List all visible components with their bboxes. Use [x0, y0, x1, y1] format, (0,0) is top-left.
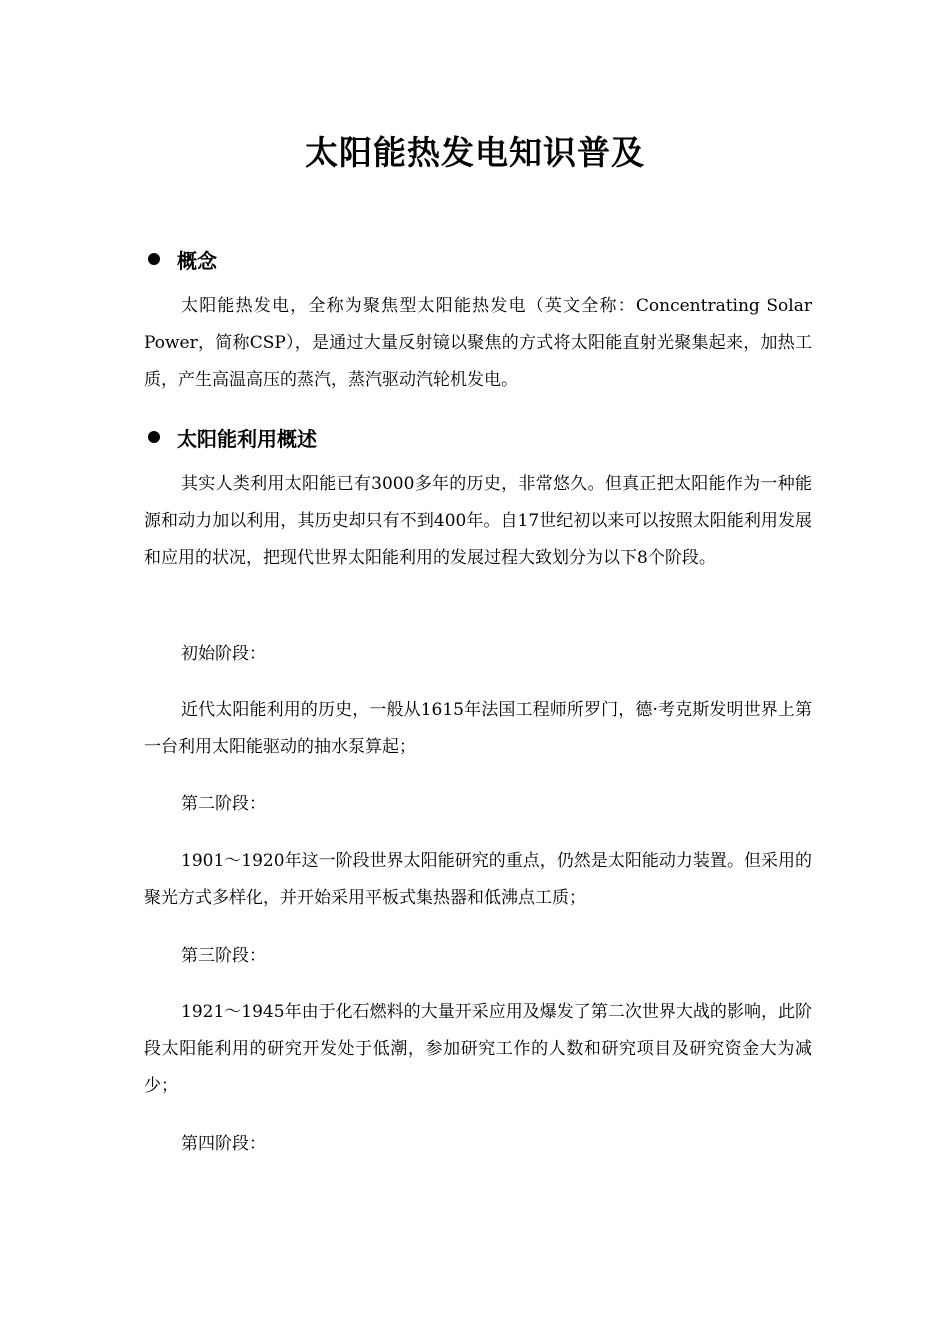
page-title: 太阳能热发电知识普及 [305, 133, 645, 172]
stage-label-1: 初始阶段： [181, 644, 266, 664]
stage-label-3: 第三阶段： [181, 946, 266, 966]
stage-text-1: 近代太阳能利用的历史，一般从1615年法国工程师所罗门，德·考克斯发明世界上第一台利用太阳能驱动的抽水泵算起； [144, 700, 812, 757]
stage-label-2: 第二阶段： [181, 794, 266, 814]
section-heading-concept [145, 243, 217, 275]
stage-label-4: 第四阶段： [181, 1134, 266, 1154]
concept-paragraph: 太阳能热发电，全称为聚焦型太阳能热发电（英文全称：Concentrating Solar Power，简称CSP），是通过大量反射镜以聚焦的方式将太阳能直射光聚集起来，加热工质，产生高温高压的蒸汽，蒸汽驱动汽轮机发电。 [144, 296, 812, 390]
section-heading-overview [145, 421, 317, 453]
bullet-icon [148, 253, 160, 265]
stage-text-2: 1901～1920年这一阶段世界太阳能研究的重点，仍然是太阳能动力装置。但采用的聚光方式多样化，并开始采用平板式集热器和低沸点工质； [144, 851, 812, 908]
bullet-icon [148, 431, 160, 443]
section-heading-label: 太阳能利用概述 [177, 426, 317, 451]
section-heading-label: 概念 [177, 248, 217, 273]
overview-paragraph: 其实人类利用太阳能已有3000多年的历史，非常悠久。但真正把太阳能作为一种能源和动力加以利用，其历史却只有不到400年。自17世纪初以来可以按照太阳能利用发展和应用的状况，把现代世界太阳能利用的发展过程大致划分为以下8个阶段。 [144, 474, 812, 568]
stage-text-3: 1921～1945年由于化石燃料的大量开采应用及爆发了第二次世界大战的影响，此阶段太阳能利用的研究开发处于低潮，参加研究工作的人数和研究项目及研究资金大为减少； [144, 1002, 812, 1096]
